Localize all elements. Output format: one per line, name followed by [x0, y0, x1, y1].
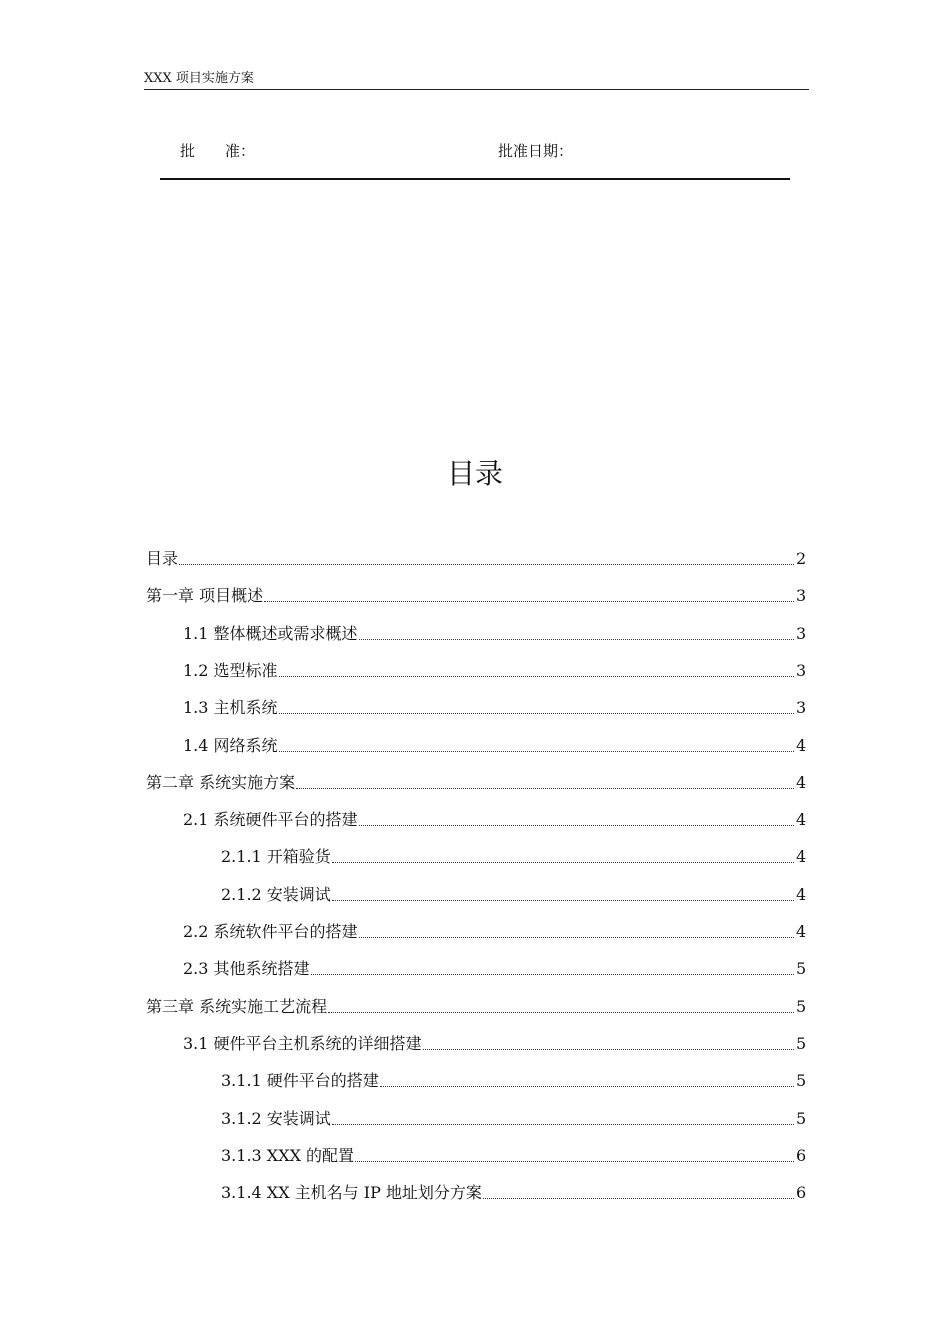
toc-entry[interactable]: [183, 805, 812, 831]
toc-entry-page: 4: [796, 847, 807, 866]
toc-entry-page: 4: [796, 773, 807, 792]
toc-entry-label: 3.1.2 安装调试: [221, 1109, 331, 1128]
toc-dot-leader: [296, 787, 794, 789]
toc-entry[interactable]: [183, 693, 812, 719]
approval-date-label: 批准日期：: [498, 142, 574, 160]
toc-entry-page: 5: [796, 1109, 807, 1128]
toc-entry[interactable]: [146, 992, 812, 1018]
toc-dot-leader: [279, 675, 794, 677]
toc-entry-label: 3.1 硬件平台主机系统的详细搭建: [183, 1034, 422, 1053]
toc-entry[interactable]: [221, 842, 812, 868]
toc-entry-label: 第一章 项目概述: [146, 586, 264, 605]
toc-entry-label: 1.4 网络系统: [183, 736, 278, 755]
toc-entry[interactable]: [183, 619, 812, 645]
toc-entry-page: 2: [796, 549, 807, 568]
toc-dot-leader: [483, 1197, 794, 1199]
toc-dot-leader: [359, 936, 794, 938]
toc-entry-page: 4: [796, 922, 807, 941]
toc-entry[interactable]: [146, 768, 812, 794]
toc-dot-leader: [332, 1123, 794, 1125]
toc-dot-leader: [279, 712, 794, 714]
toc-entry[interactable]: [183, 917, 812, 943]
toc-entry-label: 2.1 系统硬件平台的搭建: [183, 810, 358, 829]
toc-entry-label: 3.1.3 XXX 的配置: [221, 1146, 355, 1165]
toc-entry-page: 5: [796, 1034, 807, 1053]
toc-entry-label: 第三章 系统实施工艺流程: [146, 997, 328, 1016]
toc-entry-label: 3.1.4 XX 主机名与 IP 地址划分方案: [221, 1183, 482, 1202]
toc-dot-leader: [179, 563, 794, 565]
toc-entry-label: 第二章 系统实施方案: [146, 773, 296, 792]
toc-entry-label: 2.1.2 安装调试: [221, 885, 331, 904]
toc-entry-label: 1.2 选型标准: [183, 661, 278, 680]
approval-block: [160, 140, 790, 180]
toc-dot-leader: [279, 750, 794, 752]
toc-dot-leader: [355, 1160, 794, 1162]
header-title: XXX 项目实施方案: [144, 71, 254, 86]
toc-entry[interactable]: [183, 954, 812, 980]
toc-entry[interactable]: [183, 656, 812, 682]
toc-entry-page: 5: [796, 997, 807, 1016]
approver-label: 批 准：: [180, 142, 256, 160]
toc-entry-label: 2.2 系统软件平台的搭建: [183, 922, 358, 941]
toc-entry-label: 目录: [146, 549, 179, 568]
toc-entry-label: 1.3 主机系统: [183, 698, 278, 717]
toc-entry-page: 6: [796, 1183, 807, 1202]
toc-entry-page: 6: [796, 1146, 807, 1165]
toc-entry-page: 4: [796, 810, 807, 829]
toc-dot-leader: [380, 1085, 794, 1087]
toc-entry-label: 1.1 整体概述或需求概述: [183, 624, 358, 643]
toc-dot-leader: [264, 600, 794, 602]
toc-entry[interactable]: [146, 544, 812, 570]
toc-entry-label: 2.1.1 开箱验货: [221, 847, 331, 866]
toc-dot-leader: [359, 824, 794, 826]
toc-entry[interactable]: [221, 1178, 812, 1204]
toc-entry[interactable]: [221, 880, 812, 906]
toc-entry-label: 2.3 其他系统搭建: [183, 959, 310, 978]
toc-dot-leader: [332, 861, 794, 863]
toc-entry-page: 3: [796, 586, 807, 605]
toc-entry[interactable]: [146, 581, 812, 607]
toc-entry-page: 5: [796, 1071, 807, 1090]
toc-entry[interactable]: [183, 731, 812, 757]
toc-dot-leader: [359, 638, 794, 640]
toc-dot-leader: [311, 973, 794, 975]
toc-dot-leader: [328, 1011, 794, 1013]
toc-dot-leader: [332, 899, 794, 901]
toc-entry-page: 3: [796, 661, 807, 680]
toc-entry[interactable]: [183, 1029, 812, 1055]
toc-entry-page: 3: [796, 698, 807, 717]
page-header: [144, 70, 809, 90]
toc-entry[interactable]: [221, 1141, 812, 1167]
toc-entry[interactable]: [221, 1104, 812, 1130]
toc-entry-label: 3.1.1 硬件平台的搭建: [221, 1071, 379, 1090]
toc-title: 目录: [446, 457, 503, 490]
toc-entry-page: 3: [796, 624, 807, 643]
toc-entry[interactable]: [221, 1066, 812, 1092]
toc-entry-page: 4: [796, 736, 807, 755]
toc-dot-leader: [423, 1048, 794, 1050]
toc-entry-page: 4: [796, 885, 807, 904]
toc-entry-page: 5: [796, 959, 807, 978]
